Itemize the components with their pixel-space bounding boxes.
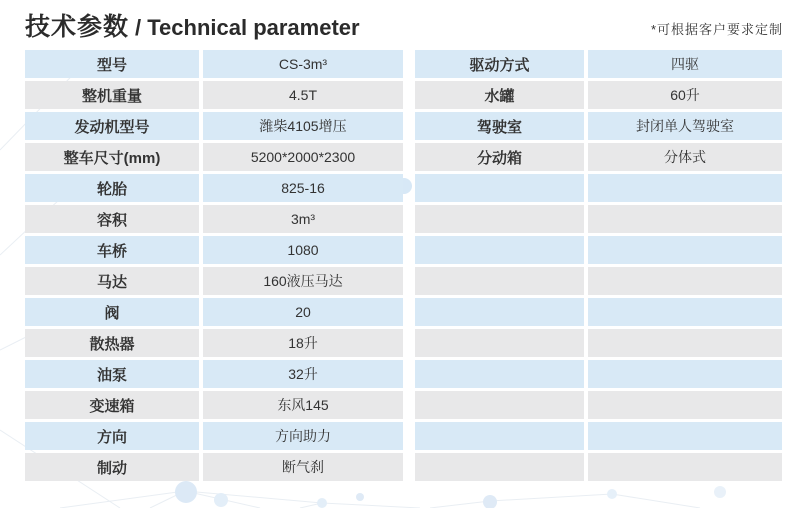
param-value [588,267,782,295]
param-label [415,236,584,264]
param-value: 5200*2000*2300 [203,143,403,171]
param-label: 变速箱 [25,391,199,419]
table-row [415,112,782,140]
param-label: 整机重量 [25,81,199,109]
param-value: 60升 [588,81,782,109]
param-value: 18升 [203,329,403,357]
param-label [415,174,584,202]
left-table [25,50,403,484]
param-value: 20 [203,298,403,326]
table-row [415,81,782,109]
page-title-english: / Technical parameter [135,15,360,40]
param-label [415,453,584,481]
param-label: 发动机型号 [25,112,199,140]
param-label: 车桥 [25,236,199,264]
table-row [25,360,403,388]
param-label [415,422,584,450]
table-row [415,298,782,326]
param-value [588,391,782,419]
customization-note: *可根据客户要求定制 [650,22,783,37]
page-title-chinese: 技术参数 [25,13,130,41]
table-row [25,391,403,419]
param-label: 容积 [25,205,199,233]
param-label: 驱动方式 [415,50,584,78]
param-value: 分体式 [588,143,782,171]
param-value: 断气刹 [203,453,403,481]
param-value: 160液压马达 [203,267,403,295]
param-label: 阀 [25,298,199,326]
param-value [588,298,782,326]
param-label: 轮胎 [25,174,199,202]
table-row [415,360,782,388]
table-row [25,298,403,326]
table-row [415,174,782,202]
param-label: 方向 [25,422,199,450]
table-row [25,50,403,78]
table-row [25,236,403,264]
table-row [25,453,403,481]
table-row [415,422,782,450]
param-value: CS-3m³ [203,50,403,78]
param-value: 东风145 [203,391,403,419]
table-row [25,422,403,450]
param-value: 3m³ [203,205,403,233]
param-value: 潍柴4105增压 [203,112,403,140]
param-label: 型号 [25,50,199,78]
param-label: 水罐 [415,81,584,109]
param-label [415,360,584,388]
table-row [25,267,403,295]
param-value: 825-16 [203,174,403,202]
table-row [25,112,403,140]
table-row [415,50,782,78]
param-value: 32升 [203,360,403,388]
table-row [25,205,403,233]
table-row [415,329,782,357]
param-value [588,174,782,202]
param-label [415,205,584,233]
param-value: 四驱 [588,50,782,78]
param-label: 整车尺寸(mm) [25,143,199,171]
table-row [415,267,782,295]
param-label: 驾驶室 [415,112,584,140]
param-value [588,236,782,264]
param-value: 1080 [203,236,403,264]
param-label: 制动 [25,453,199,481]
param-value: 方向助力 [203,422,403,450]
right-table [415,50,782,484]
param-value: 4.5T [203,81,403,109]
table-row [25,81,403,109]
param-value [588,360,782,388]
param-label: 分动箱 [415,143,584,171]
table-row [25,143,403,171]
page-title [25,7,360,43]
table-row [25,174,403,202]
table-row [415,391,782,419]
param-value [588,453,782,481]
param-value [588,205,782,233]
param-label [415,329,584,357]
table-row [25,329,403,357]
param-label [415,298,584,326]
param-value [588,422,782,450]
table-row [415,143,782,171]
param-label: 马达 [25,267,199,295]
param-label: 油泵 [25,360,199,388]
param-label [415,267,584,295]
table-row [415,453,782,481]
param-label: 散热器 [25,329,199,357]
param-value: 封闭单人驾驶室 [588,112,782,140]
table-row [415,205,782,233]
table-row [415,236,782,264]
param-label [415,391,584,419]
param-value [588,329,782,357]
